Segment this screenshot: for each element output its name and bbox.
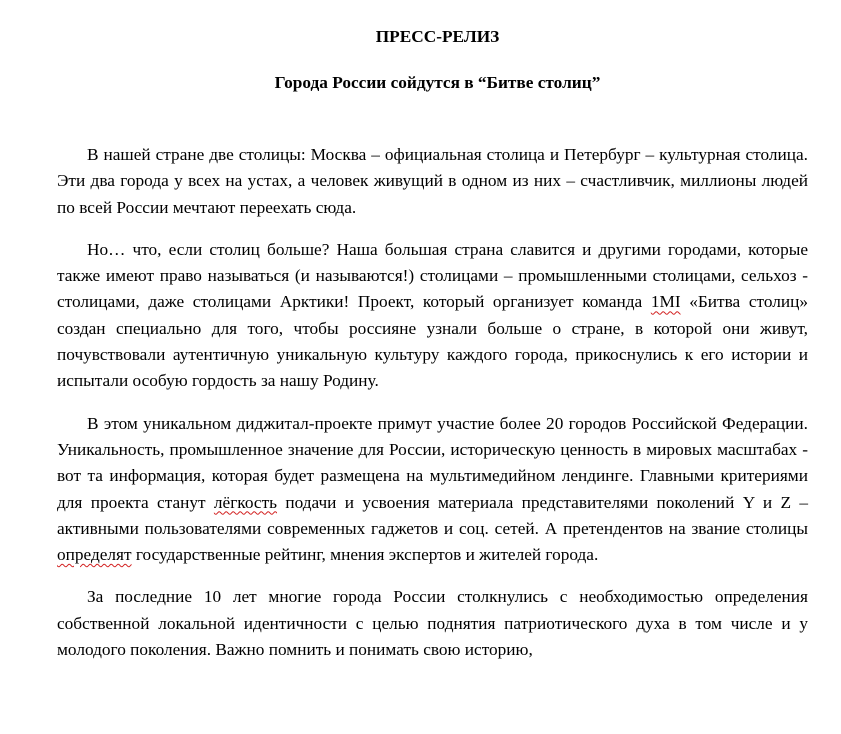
document-title: ПРЕСС-РЕЛИЗ bbox=[375, 27, 500, 46]
spellcheck-word-opredelyat[interactable]: определят bbox=[57, 545, 132, 565]
spellcheck-word-1mi[interactable]: 1MI bbox=[650, 292, 681, 312]
spellcheck-word-legkost[interactable]: лёгкость bbox=[213, 492, 277, 512]
paragraph-3 bbox=[57, 411, 808, 569]
paragraph-4: За последние 10 лет многие города России столкнулись с необходимостью определения собственной локальной идентичности с целью поднятия патриотического духа в том числе и у молодого поколения. Важно помнить и понимать свою историю, bbox=[57, 587, 808, 660]
paragraph-2 bbox=[57, 237, 808, 395]
paragraph-3-text-a: В этом уникальном диджитал-проекте примут участие более 20 городов Российской Федерации. Уникальность, промышленное значение для России, историческую ценность в мировых масштабах - вот та информация, которая будет размещена на мультимедийном лендинге. Главными критериями для проекта станут bbox=[57, 413, 808, 512]
paragraph-3-text-c: государственные рейтинг, мнения экспертов и жителей города. bbox=[131, 545, 599, 565]
paragraph-3-text-b: подачи и усвоения материала представителями поколений Y и Z – активными пользователями современных гаджетов и соц. сетей. А претендентов на звание столицы bbox=[57, 492, 808, 538]
document-subtitle: Города России сойдутся в “Битве столиц” bbox=[274, 73, 601, 92]
paragraph-1: В нашей стране две столицы: Москва – официальная столица и Петербург – культурная столица. Эти два города у всех на устах, а человек живущий в одном из них – счастливчик, миллионы людей по всей России мечтают переехать сюда. bbox=[57, 145, 808, 217]
paragraph-2-text-b: «Битва столиц» создан специально для того, чтобы россияне узнали больше о стране, в которой они живут, почувствовали аутентичную уникальную культуру каждого города, прикоснулись к его истории и испытали особую гордость за нашу Родину. bbox=[57, 292, 808, 391]
paragraph-2-text-a: Но… что, если столиц больше? Наша большая страна славится и другими городами, которые также имеют право называться (и называются!) столицами – промышленными столицами, сельхоз - столицами, даже столицами Арктики! Проект, который организует команда bbox=[57, 239, 808, 312]
document-page bbox=[57, 24, 808, 679]
document-body bbox=[57, 142, 808, 663]
